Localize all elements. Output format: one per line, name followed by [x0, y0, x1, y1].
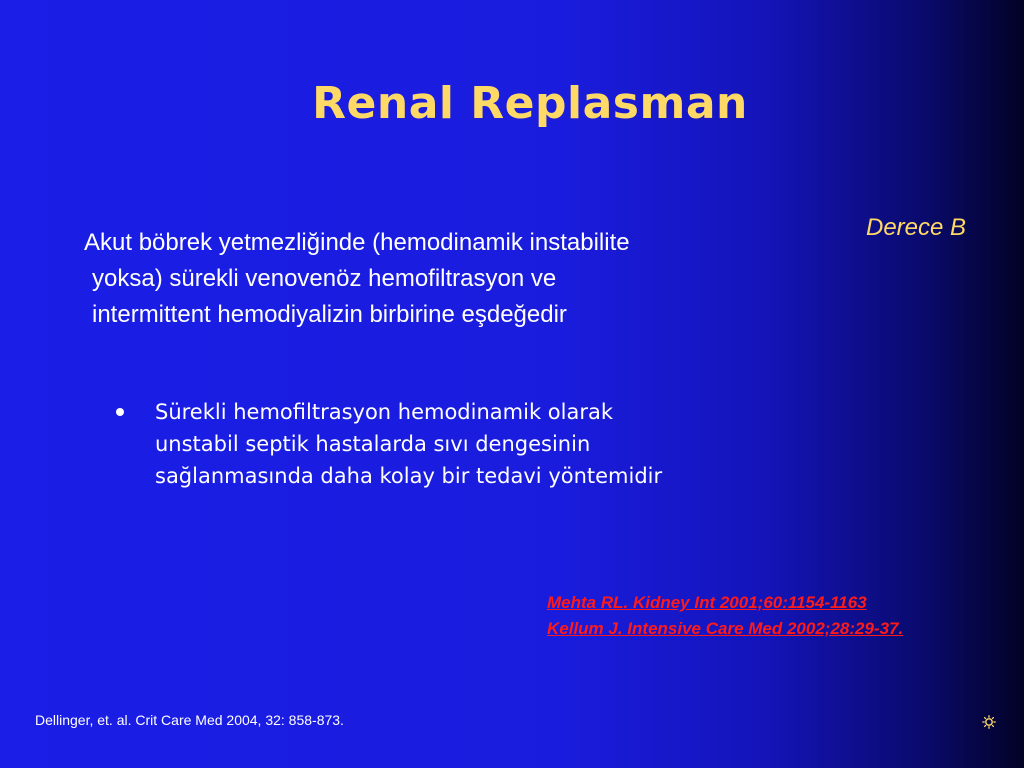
slide-title: Renal Replasman	[312, 78, 748, 129]
main-statement	[84, 225, 824, 333]
main-statement-line: intermittent hemodiyalizin birbirine eşdeğedir	[92, 301, 567, 328]
bullet-dot-icon	[116, 408, 124, 416]
bullet-line: Sürekli hemofiltrasyon hemodinamik olarak	[155, 400, 613, 424]
bullet-line: sağlanmasında daha kolay bir tedavi yöntemidir	[155, 464, 663, 488]
reference-link-mehta[interactable]: Mehta RL. Kidney Int 2001;60:1154-1163	[547, 593, 867, 612]
footer-citation: Dellinger, et. al. Crit Care Med 2004, 32: 858-873.	[35, 712, 344, 728]
reference-link-kellum[interactable]: Kellum J. Intensive Care Med 2002;28:29-37.	[547, 619, 904, 638]
evidence-grade: Derece B	[866, 214, 967, 241]
sun-icon[interactable]	[982, 715, 996, 729]
main-statement-line: yoksa) sürekli venovenöz hemofiltrasyon ve	[92, 265, 557, 292]
references	[547, 590, 903, 642]
main-statement-line: Akut böbrek yetmezliğinde (hemodinamik instabilite	[84, 229, 630, 256]
bullet-line: unstabil septik hastalarda sıvı dengesinin	[155, 432, 591, 456]
bullet-text	[155, 396, 662, 492]
